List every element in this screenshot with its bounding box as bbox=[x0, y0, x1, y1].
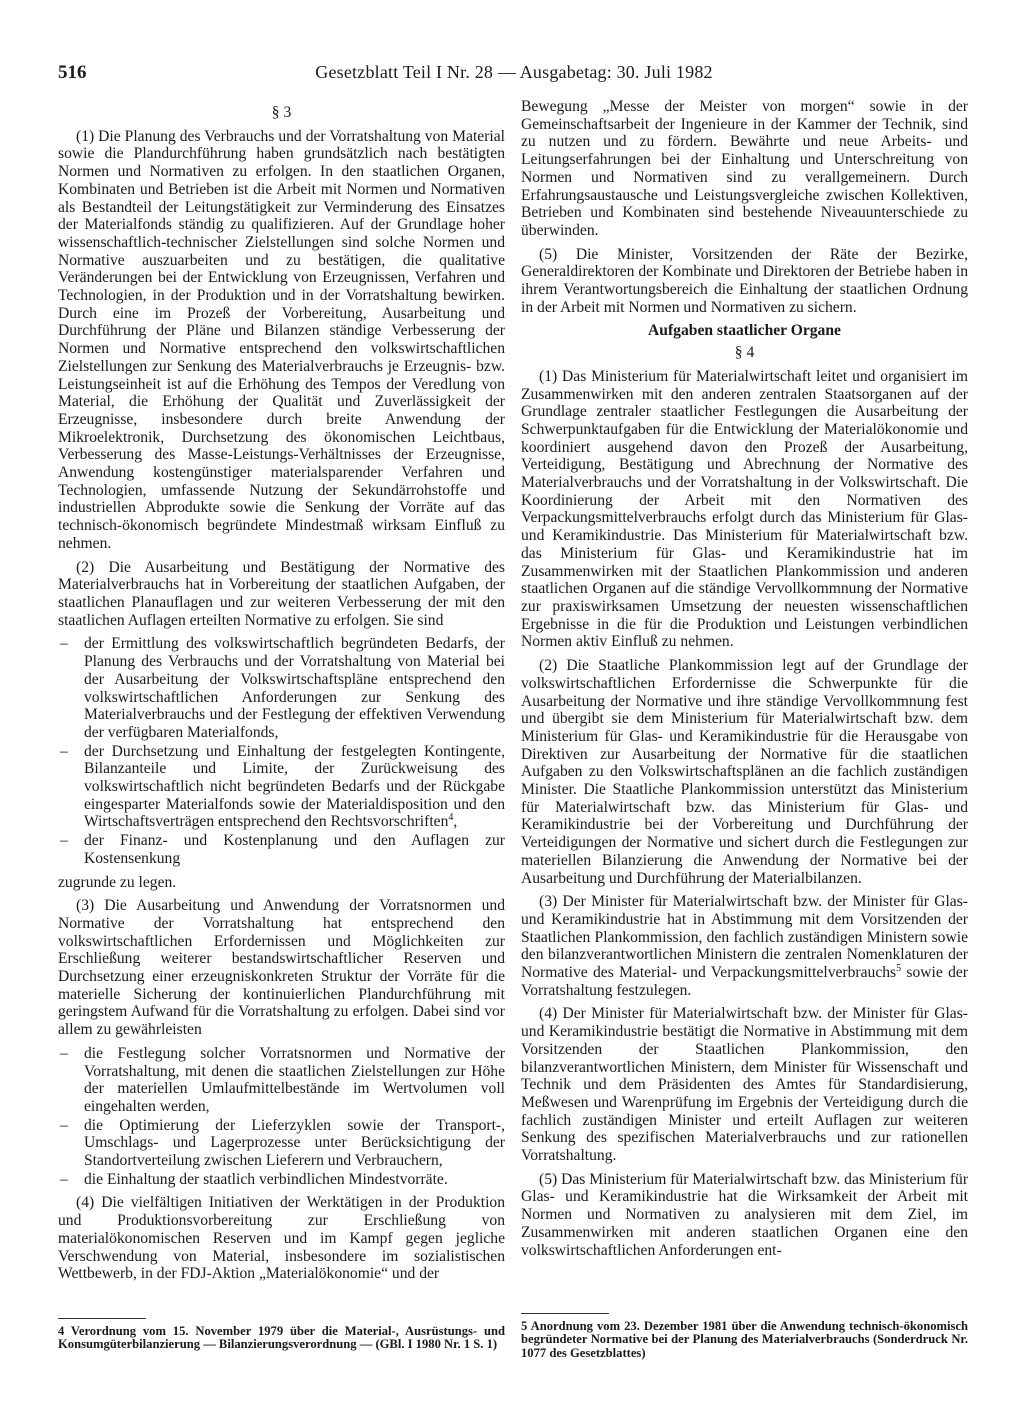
footnote-5: 5 Anordnung vom 23. Dezember 1981 über die Anwendung technisch-ökonomisch begründeter Normative bei der Planung des Materialverbrauchs (Sonderdruck Nr. 1077 des Gesetzblattes) bbox=[521, 1319, 968, 1360]
paragraph-3-1: (1) Die Planung des Verbrauchs und der Vorratshaltung von Material sowie die Plandurchführung haben grundsätzlich nach bestätigten Normen und Normativen zu erfolgen. In den staatlichen Organen, Kombinaten und Betrieben ist die Arbeit mit Normen und Normativen als Bestandteil der Leitungstätigkeit zur Verminderung des Einsatzes der Materialfonds ständig zu qualifizieren. Auf der Grundlage hoher wissenschaftlich-technischer Zielstellungen sind solche Normen und Normative auszuarbeiten und zu bestätigen, die qualitative Veränderungen bei der Entwicklung von Erzeugnissen, Verfahren und Technologien, in der Produktion und in der Vorratshaltung bewirken. Durch eine im Prozeß der Vorbereitung, Ausarbeitung und Durchführung der Pläne und Bilanzen ständige Verbesserung der Normen und Normative entsprechend den volkswirtschaftlichen Zielstellungen zur Senkung des Materialverbrauchs je Erzeugnis- bzw. Leistungseinheit ist auf die Erhöhung des Tempos der Veredlung von Material, die Erhöhung der Qualität und Zuverlässigkeit der Erzeugnisse, insbesondere durch breite Anwendung der Mikroelektronik, Durchsetzung des ökonomischen Leichtbaus, Verbesserung des Masse-Leistungs-Verhältnisses der Erzeugnisse, Anwendung kostengünstiger materialsparender Verfahren und Technologien, umfassende Nutzung der Sekundärrohstoffe und industriellen Abprodukte sowie die Senkung der Vorräte auf das technisch-ökonomisch begründete Mindestmaß wirksam Einfluß zu nehmen. bbox=[58, 127, 505, 552]
footnote-ref-5: 5 bbox=[896, 962, 902, 974]
section-heading: Aufgaben staatlicher Organe bbox=[648, 322, 841, 340]
section-3-marker: § 3 bbox=[271, 104, 292, 121]
paragraph-4-2: (2) Die Staatliche Plankommission legt auf der Grundlage der volkswirtschaftlichen Erfordernisse die Schwerpunkte für die Ausarbeitung der Normative und ihre ständige Vervollkommnung fest und übergibt sie dem Ministerium für Materialwirtschaft bzw. dem Ministerium für Glas- und Keramikindustrie für die Herausgabe von Direktiven zur Ausarbeitung der Normative für die staatlichen Aufgaben zu den Volkswirtschaftsplänen an die fachlich zuständigen Minister. Die Staatliche Plankommission unterstützt das Ministerium für Materialwirtschaft bzw. das Ministerium für Glas- und Keramikindustrie bei der Vorbereitung und Durchführung der Verteidigungen der Normative und sichert durch die Festlegungen zur materiellen Bilanzierung die Anwendung der Normative bei der Ausarbeitung und Durchführung der Materialbilanzen. bbox=[521, 657, 968, 887]
list-item: – die Optimierung der Lieferzyklen sowie der Transport-, Umschlags- und Lagerprozesse unter Berücksichtigung der Standortverteilung zwischen Lieferern und Verbrauchern, bbox=[60, 1116, 505, 1170]
footnote-ref-4: 4 bbox=[448, 812, 454, 824]
dash-list-3-3 bbox=[58, 1045, 505, 1189]
paragraph-3-2-end: zugrunde zu legen. bbox=[58, 873, 177, 891]
footnote-divider bbox=[58, 1318, 146, 1319]
list-item: – die Festlegung solcher Vorratsnormen und Normative der Vorratshaltung, mit denen die staatlichen Zielstellungen zur Höhe der materiellen Umlaufmittelbestände im Wertvolumen voll eingehalten werden, bbox=[60, 1044, 505, 1115]
right-column bbox=[521, 98, 968, 1265]
gazette-title: Gesetzblatt Teil I Nr. 28 — Ausgabetag: 30. Juli 1982 bbox=[315, 62, 713, 82]
list-item: – der Finanz- und Kostenplanung und den Auflagen zur Kostensenkung bbox=[60, 832, 505, 867]
paragraph-4-1: (1) Das Ministerium für Materialwirtschaft leitet und organisiert im Zusammenwirken mit den anderen zentralen Staatsorganen auf der Grundlage zentraler staatlicher Festlegungen die Ausarbeitung der Schwerpunktaufgaben für die Entwicklung der Materialökonomie und koordiniert ausgehend davon den Prozeß der Ausarbeitung, Verteidigung, Bestätigung und Abrechnung der Normative des Materialverbrauchs und der Vorratshaltung in der Volkswirtschaft. Die Koordinierung der Arbeit mit den Normativen des Verpackungsmittelverbrauchs erfolgt durch das Ministerium für Glas- und Keramikindustrie. Das Ministerium für Materialwirtschaft bzw. das Ministerium für Glas- und Keramikindustrie hat im Zusammenwirken mit der Staatlichen Plankommission und anderen staatlichen Organen auf die ständige Vervollkommnung der Normative zur praxiswirksamen Umsetzung der neuesten wissenschaftlichen Ergebnisse in die für die Produktion und Leistungen verbindlichen Normen aktiv Einfluß zu nehmen. bbox=[521, 367, 968, 651]
list-item: – der Ermittlung des volkswirtschaftlich begründeten Bedarfs, der Planung des Verbrauchs und der Vorratshaltung von Material bei der Ausarbeitung der Volkswirtschaftspläne entsprechend den volkswirtschaftlichen Anforderungen zur Senkung des Materialverbrauchs und der Festlegung der effektiven Verwendung der verfügbaren Materialfonds, bbox=[60, 635, 505, 741]
page-header bbox=[58, 62, 970, 88]
paragraph-4-3: (3) Der Minister für Materialwirtschaft bzw. der Minister für Glas- und Keramikindustrie hat in Abstimmung mit dem Vorsitzenden der Staatlichen Plankommission, den fachlich zuständigen Ministern sowie den bilanzverantwortlichen Ministern die zentralen Nomenklaturen der Normative des Material- und Verpackungsmittelverbrauchs$^5$ sowie der Vorratshaltung festzulegen. bbox=[521, 893, 968, 999]
list-item: – der Durchsetzung und Einhaltung der festgelegten Kontingente, Bilanzanteile und Limite, der Zurückweisung des volkswirtschaftlich nicht begründeten Bedarfs und der Rückgabe eingesparter Materialfonds sowie der Materialdisposition und den Wirtschaftsverträgen entsprechend den Rechtsvorschriften$^4$, bbox=[60, 742, 505, 831]
footnote-4: 4 Verordnung vom 15. November 1979 über die Material-, Ausrüstungs- und Konsumgüterbilanzierung — Bilanzierungsverordnung — (GBl. I 1980 Nr. 1 S. 1) bbox=[58, 1324, 505, 1352]
section-4-marker: § 4 bbox=[734, 344, 755, 362]
paragraph-4-5: (5) Das Ministerium für Materialwirtschaft bzw. das Ministerium für Glas- und Keramikindustrie hat die Wirksamkeit der Arbeit mit Normen und Normativen zu analysieren mit dem Ziel, im Zusammenwirken mit anderen staatlichen Organen eine den volkswirtschaftlichen Anforderungen ent- bbox=[521, 1170, 969, 1259]
paragraph-3-4-continued: Bewegung „Messe der Meister von morgen“ sowie in der Gemeinschaftsarbeit der Ingenieure in der Kammer der Technik, sind zu nutzen und zu fördern. Bewährte und neue Arbeits- und Leitungserfahrungen bei der Einhaltung und Unterschreitung von Normen und Normativen sind zu verallgemeinern. Durch Erfahrungsaustausche und Leistungsvergleiche zwischen Kollektiven, Betrieben und Kombinaten sind bestehende Niveauunterschiede zu überwinden. bbox=[521, 98, 968, 239]
paragraph-3-2: (2) Die Ausarbeitung und Bestätigung der Normative des Materialverbrauchs hat in Vorbereitung der staatlichen Aufgaben, der staatlichen Planauflagen und zur weiteren Verbesserung der mit den staatlichen Auflagen erteilten Normative zu erfolgen. Sie sind bbox=[58, 558, 505, 629]
paragraph-4-4: (4) Der Minister für Materialwirtschaft bzw. der Minister für Glas- und Keramikindustrie bestätigt die Normative in Abstimmung mit dem Vorsitzenden der Staatlichen Plankommission, den bilanzverantwortlichen Ministern, dem Minister für Wissenschaft und Technik und dem Präsidenten des Amtes für Standardisierung, Meßwesen und Warenprüfung im Ergebnis der Verteidigung durch die fachlich zuständigen Minister und erteilt Auflagen zur weiteren Senkung des spezifischen Materialverbrauchs und zur rationellen Vorratshaltung. bbox=[521, 1005, 968, 1165]
paragraph-3-4: (4) Die vielfältigen Initiativen der Werktätigen in der Produktion und Produktionsvorbereitung zur Erschließung von materialökonomischen Reserven und im Kampf gegen jegliche Verschwendung von Material, insbesondere im sozialistischen Wettbewerb, in der FDJ-Aktion „Materialökonomie“ und der bbox=[58, 1194, 505, 1283]
footnote-divider bbox=[521, 1313, 609, 1314]
paragraph-3-3: (3) Die Ausarbeitung und Anwendung der Vorratsnormen und Normative der Vorratshaltung hat entsprechend den volkswirtschaftlichen Erfordernissen und Möglichkeiten zur Erschließung weiterer bestandswirtschaftlicher Reserven und Durchsetzung einer erzeugniskonkreten Struktur der Vorräte für die materielle Sicherung der kontinuierlichen Plandurchführung mit geringstem Aufwand für die Vorratshaltung zu erfolgen. Dabei sind vor allem zu gewährleisten bbox=[58, 897, 505, 1039]
list-item: – die Einhaltung der staatlich verbindlichen Mindestvorräte. bbox=[60, 1170, 448, 1188]
dash-list-3-2 bbox=[58, 635, 505, 867]
paragraph-3-5: (5) Die Minister, Vorsitzenden der Räte der Bezirke, Generaldirektoren der Kombinate und Direktoren der Betriebe haben in ihrem Verantwortungsbereich die Einhaltung der staatlichen Ordnung in der Arbeit mit Normen und Normativen zu sichern. bbox=[521, 245, 968, 316]
left-column bbox=[58, 100, 505, 1289]
page-number: 516 bbox=[58, 62, 87, 83]
